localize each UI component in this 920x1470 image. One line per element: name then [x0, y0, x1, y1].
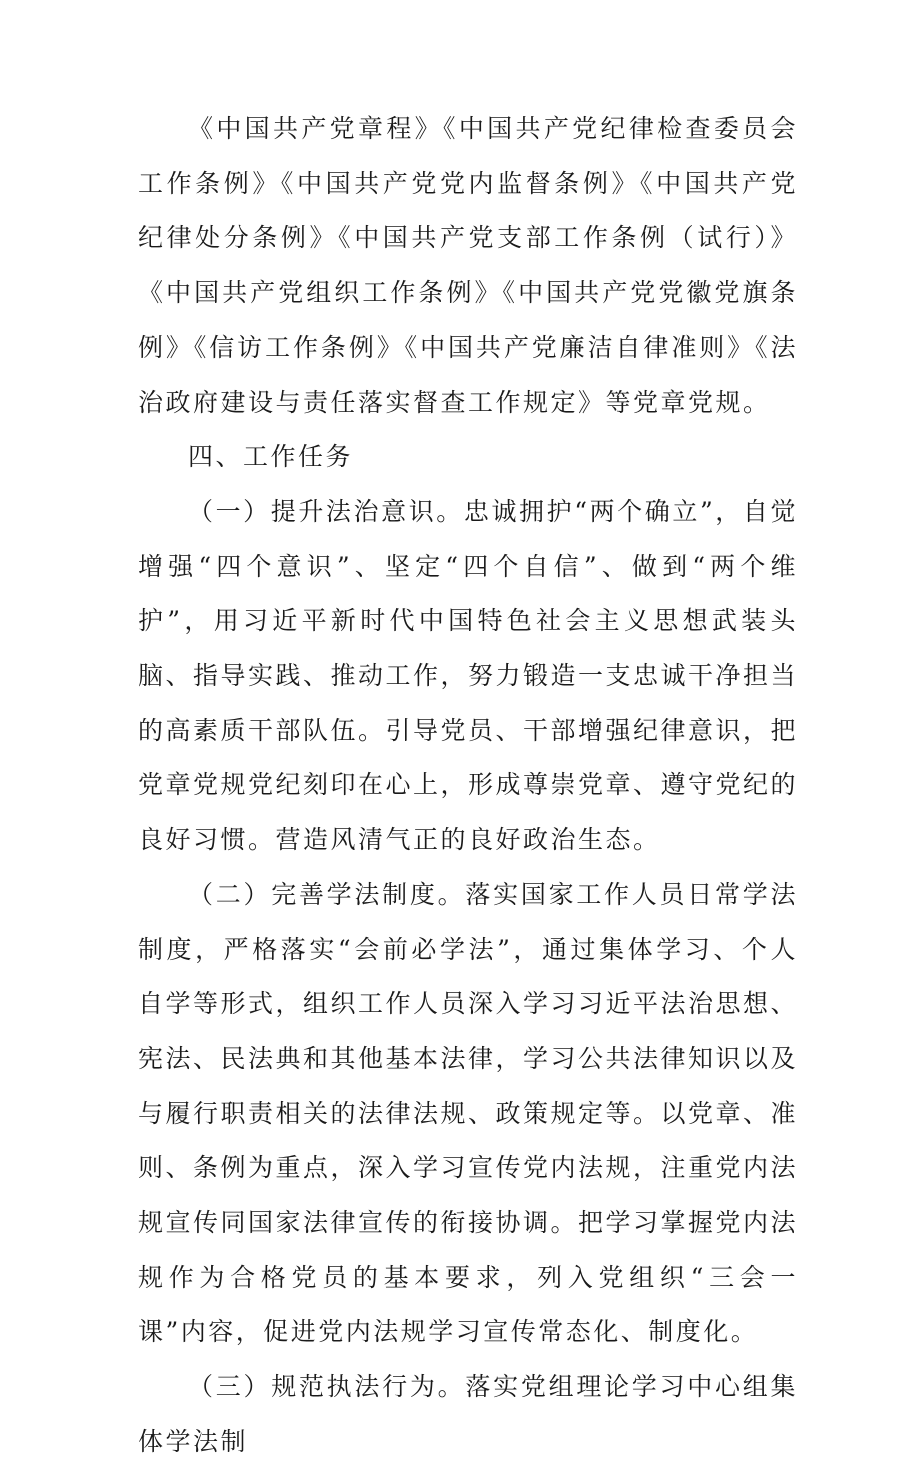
section-heading-work-tasks: 四、工作任务: [188, 442, 354, 472]
paragraph-task-1: （一）提升法治意识。忠诚拥护“两个确立”，自觉增强“四个意识”、坚定“四个自信”、做到“两个维护”，用习近平新时代中国特色社会主义思想武装头脑、指导实践、推动工作，努力锻造一支忠诚干净担当的高素质干部队伍。引导党员、干部增强纪律意识，把党章党规党纪刻印在心上，形成尊崇党章、遵守党纪的良好习惯。营造风清气正的良好政治生态。: [138, 496, 799, 855]
paragraph-task-3: （三）规范执法行为。落实党组理论学习中心组集体学法制: [138, 1372, 798, 1456]
paragraph-task-2: （二）完善学法制度。落实国家工作人员日常学法制度，严格落实“会前必学法”，通过集体学习、个人自学等形式，组织工作人员深入学习习近平法治思想、宪法、民法典和其他基本法律，学习公共法律知识以及与履行职责相关的法律法规、政策规定等。以党章、准则、条例为重点，深入学习宣传党内法规，注重党内法规宣传同国家法律宣传的衔接协调。把学习掌握党内法规作为合格党员的基本要求，列入党组织“三会一课”内容，促进党内法规学习宣传常态化、制度化。: [138, 879, 799, 1347]
paragraph-regulations-list: 《中国共产党章程》《中国共产党纪律检查委员会工作条例》《中国共产党党内监督条例》《中国共产党纪律处分条例》《中国共产党支部工作条例（试行）》《中国共产党组织工作条例》《中国共产党党徽党旗条例》《信访工作条例》《中国共产党廉洁自律准则》《法治政府建设与责任落实督查工作规定》等党章党规。: [138, 114, 798, 417]
document-body: [138, 102, 798, 1470]
